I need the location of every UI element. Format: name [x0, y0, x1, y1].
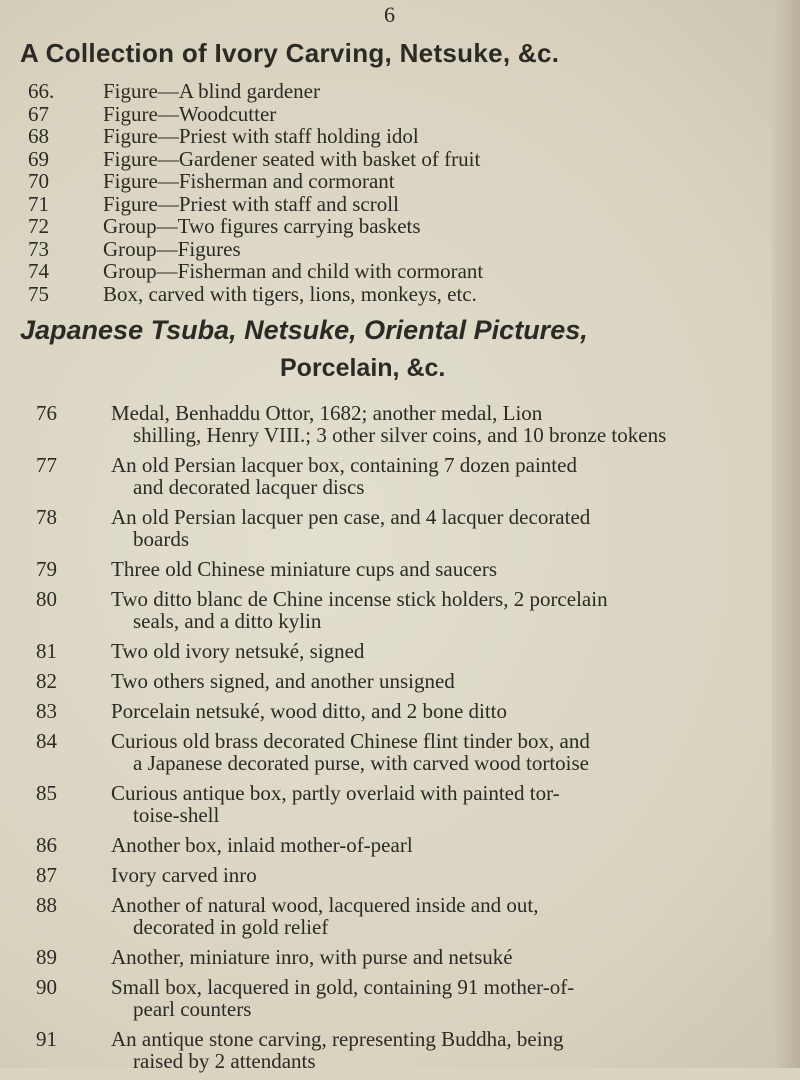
lot-description-first-line: Two others signed, and another unsigned — [111, 669, 455, 693]
lot-description-first-line: Two old ivory netsuké, signed — [111, 639, 365, 663]
lot-number: 77 — [36, 453, 57, 477]
lot-description-first-line: Small box, lacquered in gold, containing 91 mother-of- — [111, 975, 575, 999]
lot-description — [111, 834, 768, 856]
lot-description — [111, 454, 768, 498]
lot-number: 89 — [36, 945, 57, 969]
lot-number: 88 — [36, 893, 57, 917]
lot-description-first-line: Ivory carved inro — [111, 863, 257, 887]
lot-item — [28, 976, 768, 1020]
lot-description-first-line: Three old Chinese miniature cups and saucers — [111, 557, 498, 581]
lot-description: Figure—A blind gardener — [103, 79, 320, 103]
lot-item — [28, 864, 768, 886]
lot-description-continuation: boards — [133, 527, 189, 551]
lot-item — [28, 506, 768, 550]
lot-description-first-line: Another, miniature inro, with purse and netsuké — [111, 945, 513, 969]
lot-item — [28, 700, 768, 722]
lot-description-continuation: seals, and a ditto kylin — [133, 609, 322, 633]
lot-item — [28, 782, 768, 826]
lot-description — [111, 700, 768, 722]
lot-number: 90 — [36, 975, 57, 999]
lot-description — [111, 730, 768, 774]
page-number: 6 — [384, 2, 395, 27]
lot-number: 73 — [28, 236, 49, 261]
lot-description — [111, 506, 768, 550]
lot-item — [20, 283, 760, 306]
lot-item — [28, 402, 768, 446]
lot-description-first-line: Another box, inlaid mother-of-pearl — [111, 833, 413, 857]
lot-number: 87 — [36, 863, 57, 887]
ivory-carving-list — [20, 80, 760, 305]
lot-description: Figure—Priest with staff and scroll — [103, 191, 399, 216]
lot-item — [20, 215, 760, 238]
lot-number: 78 — [36, 505, 57, 529]
lot-description-continuation: raised by 2 attendants — [133, 1049, 316, 1073]
lot-description-first-line: Curious antique box, partly overlaid with painted tor- — [111, 781, 560, 805]
lot-description — [111, 1028, 768, 1072]
lot-description: Group—Figures — [103, 236, 241, 261]
lot-description-first-line: An antique stone carving, representing Buddha, being — [111, 1027, 564, 1051]
lot-description — [111, 782, 768, 826]
lot-item — [28, 1028, 768, 1072]
lot-description-continuation: and decorated lacquer discs — [133, 475, 365, 499]
lot-item — [20, 260, 760, 283]
lot-description — [111, 864, 768, 886]
lot-number: 68 — [28, 124, 49, 148]
section-title-ivory-carving: A Collection of Ivory Carving, Netsuke, &c. — [20, 38, 560, 68]
japanese-items-list — [28, 402, 768, 1080]
lot-description: Figure—Gardener seated with basket of fruit — [103, 146, 481, 171]
lot-item — [20, 103, 760, 126]
lot-item — [20, 148, 760, 171]
lot-number: 69 — [28, 146, 49, 171]
lot-number: 66. — [28, 79, 55, 103]
lot-description-continuation: decorated in gold relief — [133, 915, 329, 939]
lot-number: 79 — [36, 557, 57, 581]
lot-number: 85 — [36, 781, 57, 805]
lot-number: 76 — [36, 401, 57, 425]
lot-description-first-line: Medal, Benhaddu Ottor, 1682; another medal, Lion — [111, 401, 543, 425]
lot-number: 83 — [36, 699, 57, 723]
lot-description — [111, 588, 768, 632]
lot-item — [28, 588, 768, 632]
lot-description — [111, 894, 768, 938]
lot-number: 80 — [36, 587, 57, 611]
lot-description: Box, carved with tigers, lions, monkeys, etc. — [103, 281, 477, 306]
lot-number: 86 — [36, 833, 57, 857]
lot-item — [28, 640, 768, 662]
lot-number: 82 — [36, 669, 57, 693]
lot-description-first-line: An old Persian lacquer pen case, and 4 lacquer decorated — [111, 505, 591, 529]
lot-item — [28, 894, 768, 938]
page-edge — [772, 0, 800, 1068]
lot-item — [28, 834, 768, 856]
lot-description: Figure—Woodcutter — [103, 101, 277, 126]
lot-number: 70 — [28, 169, 49, 193]
lot-description — [111, 558, 768, 580]
lot-description — [111, 670, 768, 692]
lot-item — [28, 670, 768, 692]
lot-item — [28, 558, 768, 580]
lot-description-first-line: An old Persian lacquer box, containing 7 dozen painted — [111, 453, 577, 477]
lot-description-first-line: Porcelain netsuké, wood ditto, and 2 bone ditto — [111, 699, 508, 723]
lot-description: Group—Two figures carrying baskets — [103, 214, 421, 238]
lot-number: 74 — [28, 259, 49, 283]
lot-number: 75 — [28, 281, 49, 306]
lot-number: 71 — [28, 191, 49, 216]
lot-description-first-line: Another of natural wood, lacquered inside and out, — [111, 893, 539, 917]
lot-description-first-line: Curious old brass decorated Chinese flint tinder box, and — [111, 729, 590, 753]
lot-item — [28, 454, 768, 498]
lot-description-first-line: Two ditto blanc de Chine incense stick holders, 2 porcelain — [111, 587, 608, 611]
lot-description-continuation: pearl counters — [133, 997, 252, 1021]
lot-number: 72 — [28, 214, 49, 238]
lot-number: 67 — [28, 101, 49, 126]
section-title-japanese-line2: Porcelain, &c. — [280, 354, 446, 382]
lot-item — [28, 730, 768, 774]
lot-number: 84 — [36, 729, 57, 753]
lot-description — [111, 946, 768, 968]
lot-description-continuation: toise-shell — [133, 803, 220, 827]
lot-description: Figure—Fisherman and cormorant — [103, 169, 395, 193]
lot-number: 91 — [36, 1027, 57, 1051]
lot-item — [20, 193, 760, 216]
lot-description — [111, 640, 768, 662]
lot-description-continuation: a Japanese decorated purse, with carved wood tortoise — [133, 751, 589, 775]
lot-description: Figure—Priest with staff holding idol — [103, 124, 419, 148]
lot-item — [20, 125, 760, 148]
lot-description-continuation: shilling, Henry VIII.; 3 other silver coins, and 10 bronze tokens — [133, 423, 667, 447]
lot-item — [20, 170, 760, 193]
lot-item — [20, 238, 760, 261]
lot-item — [28, 946, 768, 968]
lot-number: 81 — [36, 639, 57, 663]
lot-item — [20, 80, 760, 103]
lot-description — [111, 976, 768, 1020]
lot-description: Group—Fisherman and child with cormorant — [103, 259, 484, 283]
lot-description — [111, 402, 768, 446]
section-title-japanese-line1: Japanese Tsuba, Netsuke, Oriental Pictures, — [20, 315, 588, 345]
